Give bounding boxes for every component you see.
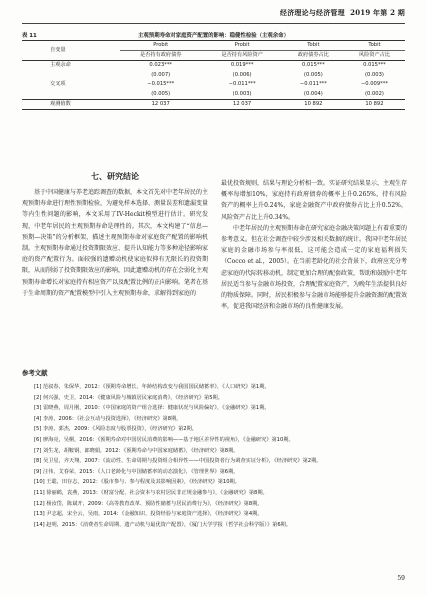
reference-item: [5] 李涛，郭杰，2009：《风险态度与股票投资》，《经济研究》第2期。 bbox=[34, 426, 197, 433]
reference-item: [9] 汪伟，艾春荣，2015：《人口老龄化与中国储蓄率的动态演化》，《管理世界》第6期。 bbox=[34, 468, 239, 475]
table-row bbox=[22, 80, 405, 89]
page-number: 59 bbox=[397, 575, 405, 582]
reference-list bbox=[34, 382, 405, 530]
model-header: Probit bbox=[120, 41, 201, 51]
coef-cell: 0.015*** bbox=[363, 62, 386, 68]
body-paragraph: 基于中国健康与养老追踪调查的数据，本文首先对中老年居民的主观预期寿命进行理性预期检验，为避免样本选择、测量误差和遗漏变量等内生性问题的影响，本文采用了IV-Heckit模型进行估计。研究发现，中老年居民的主观预期寿命是理性的。其次，本文构建了“信息—预期—决策”的分析框架，描述主观预期寿命对家庭资产配置的影响机制。主观预期寿命通过投资期限效应、提升认知能力等多种途径影响家庭的资产配置行为。面较强的遗赠动机使家庭似抑有无限长的投资期限，从而削弱了投资期限效应的影响，因此遗赠动机的存在会弱化主观预期寿命增长对家庭持有相应资产以及配置比例的正向影响。笔者在基于生命周期的资产配置模型中引入主观预期寿命，求解得到家庭的 bbox=[22, 189, 209, 297]
model-header: Tobit bbox=[344, 41, 405, 51]
reference-item: [8] 吴卫星，齐天翔，2007：《流动性、生命周期与投资组合相异性——中国投资者行为调查实证分析》，《经济研究》第2期。 bbox=[34, 458, 322, 465]
se-cell: (0.004) bbox=[303, 90, 323, 97]
table-row bbox=[22, 70, 405, 80]
se-cell: (0.006) bbox=[232, 71, 252, 78]
coef-cell: 0.015*** bbox=[302, 62, 325, 68]
section-heading: 七、研究结论 bbox=[91, 172, 139, 181]
coef-cell: 0.023*** bbox=[149, 62, 173, 68]
obs-cell: 10 892 bbox=[344, 100, 405, 110]
coef-cell: −0.009*** bbox=[360, 81, 388, 87]
dependent-var: 是否持有风险资产 bbox=[201, 51, 282, 61]
reference-item: [10] 王聪，田存志，2012：《股市参与、参与程度及其影响因素》，《经济研究》第10期。 bbox=[34, 479, 240, 486]
reference-item: [1] 范叙春，朱保华，2012：《预期寿命增长、年龄结构改变与我国国民储蓄率》，《人口研究》第1期。 bbox=[34, 384, 270, 390]
reference-item: [6] 廖海亮，吴桐，2016：《预期寿命对中国居民消费的影响——基于地区差异性的视角》，《金融研究》第10期。 bbox=[34, 436, 294, 443]
se-cell: (0.003) bbox=[365, 71, 384, 78]
table-number: 表 11 bbox=[22, 33, 37, 39]
issue-label: 2019 年第 2 期 bbox=[350, 8, 405, 17]
coef-cell: −0.011*** bbox=[228, 81, 256, 87]
table-row bbox=[22, 89, 405, 100]
obs-label: 观测值数 bbox=[22, 100, 120, 110]
journal-name: 经济理论与经济管理 bbox=[280, 8, 345, 17]
reference-item: [7] 刘生龙，胡鞍钢，郎晓娟，2012：《预期寿命与中国家庭储蓄》，《经济研究》第8期。 bbox=[34, 447, 239, 454]
right-column bbox=[221, 178, 407, 312]
table-title: 主观预期寿命对家庭资产配置的影响：稳健性检验（主观余命） bbox=[138, 33, 289, 39]
obs-cell: 12 037 bbox=[120, 100, 201, 110]
se-cell: (0.005) bbox=[151, 90, 171, 97]
reference-item: [12] 杨汝岱，陈斌开，2009：《高等教育改革、预防性储蓄与居民消费行为》，《经济研究》第8期。 bbox=[34, 500, 263, 507]
body-paragraph: 最优投资规则，结果与理论分析相一致。实证研究结果显示，主观生存概率每增加10%，家庭持有政府债券的概率上升0.265%，持有风险资产的概率上升0.24%，家庭金融资产中政府债券占比上升0.52%，风险资产占比上升0.34%。 bbox=[221, 180, 408, 221]
reference-item: [11] 徐丽鹤，袁燕，2013：《财富分配、社会资本与农村居民非正规金融参与》，《金融研究》第8期。 bbox=[34, 489, 268, 496]
coef-cell: −0.011*** bbox=[299, 81, 327, 87]
table-row bbox=[22, 61, 405, 71]
dependent-var: 政府债券占比 bbox=[283, 51, 344, 61]
row-label: 交叉项 bbox=[50, 81, 66, 87]
model-header: Probit bbox=[201, 41, 282, 51]
model-header: Tobit bbox=[283, 41, 344, 51]
header-rule bbox=[22, 23, 405, 24]
left-column bbox=[22, 187, 208, 299]
reference-item: [3] 雷晓燕，周月刚，2010：《中国家庭的资产组合选择：健康状况与风险偏好》，《金融研究》第1期。 bbox=[34, 405, 270, 412]
reference-item: [4] 李涛，2006：《社会互动与投资选择》，《经济研究》第8期。 bbox=[34, 415, 182, 422]
running-header bbox=[280, 8, 405, 18]
dependent-var: 是否持有政府债券 bbox=[120, 51, 201, 61]
coef-cell: −0.015*** bbox=[147, 81, 175, 87]
obs-cell: 12 037 bbox=[201, 100, 282, 110]
se-cell: (0.005) bbox=[303, 71, 323, 78]
reference-item: [13] 尹志超，宋全云，吴雨，2014：《金融知识、投资经验与家庭资产选择》，《经济研究》第4期。 bbox=[34, 511, 263, 518]
table-caption bbox=[22, 31, 405, 39]
model-row-label: 自变量 bbox=[22, 41, 120, 61]
reference-item: [14] 赵明，2015：《消费者生命周期、遗产动机与最优资产配置》，《厦门大学学报（哲学社会科学版）》第6期。 bbox=[34, 521, 292, 528]
references-heading: 参考文献 bbox=[22, 369, 48, 377]
dependent-var: 风险资产占比 bbox=[344, 51, 405, 61]
obs-row bbox=[22, 100, 405, 110]
obs-cell: 10 892 bbox=[283, 100, 344, 110]
reference-item: [2] 何兴强，史卫，2014：《健康风险与城镇居民家庭消费》，《经济研究》第5期。 bbox=[34, 394, 223, 401]
row-label: 主观余命 bbox=[50, 62, 71, 68]
se-cell: (0.003) bbox=[232, 90, 252, 97]
model-row bbox=[22, 41, 405, 51]
se-cell: (0.007) bbox=[151, 71, 171, 78]
results-table bbox=[22, 40, 405, 110]
coef-cell: 0.019*** bbox=[230, 62, 254, 68]
se-cell: (0.002) bbox=[365, 90, 384, 97]
body-paragraph: 中老年居民的主观预期寿命在研究家庭金融决策问题上有着重要的参考意义。但在社会调查中较少涉及相关数据的统计。我国中老年居民家庭的金融市场参与率很低，这可能会造成一定的家庭福利损失（Cocco et al.，2005）。在当前老龄化的社会背景下，政府应充分考虑家庭的代际转移动机，制定更加合理的配套政策，帮助和鼓励中老年居民适当参与金融市场投资，合理配置家庭资产，为晚年生活提供良好的物质保障。同时，居民积极参与金融市场能够提升金融资源的配置效率，促进我国经济和金融市场的良性健康发展。 bbox=[221, 224, 408, 311]
